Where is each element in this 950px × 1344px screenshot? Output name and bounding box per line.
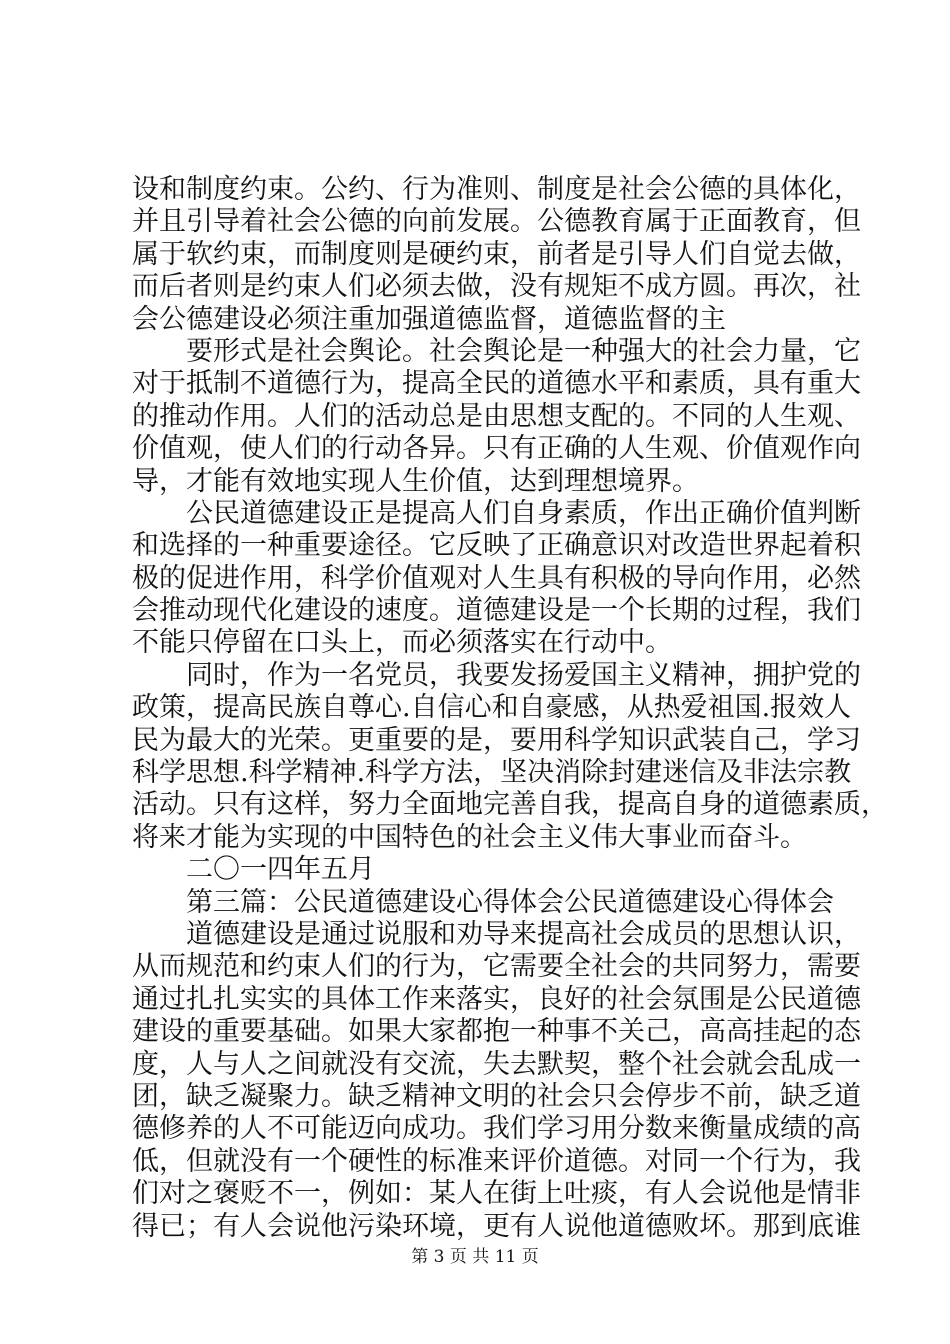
text-line: 价值观，使人们的行动各异。只有正确的人生观、价值观作向 xyxy=(132,433,861,465)
text-line: 同时，作为一名党员，我要发扬爱国主义精神，拥护党的 xyxy=(186,659,861,691)
text-line: 对于抵制不道德行为，提高全民的道德水平和素质，具有重大 xyxy=(132,368,861,400)
text-line: 要形式是社会舆论。社会舆论是一种强大的社会力量，它 xyxy=(186,335,861,367)
text-line: 低，但就没有一个硬性的标准来评价道德。对同一个行为，我 xyxy=(132,1145,861,1177)
text-line: 会推动现代化建设的速度。道德建设是一个长期的过程，我们 xyxy=(132,595,861,627)
text-line: 活动。只有这样，努力全面地完善自我，提高自身的道德素质， xyxy=(132,789,888,821)
text-line: 并且引导着社会公德的向前发展。公德教育属于正面教育，但 xyxy=(132,206,861,238)
text-line: 通过扎扎实实的具体工作来落实，良好的社会氛围是公民道德 xyxy=(132,983,861,1015)
text-line: 和选择的一种重要途径。它反映了正确意识对改造世界起着积 xyxy=(132,530,861,562)
text-line: 二〇一四年五月 xyxy=(186,854,375,886)
text-line: 民为最大的光荣。更重要的是，要用科学知识武装自己，学习 xyxy=(132,724,861,756)
page-footer: 第 3 页 共 11 页 xyxy=(411,1247,539,1267)
text-line: 导，才能有效地实现人生价值，达到理想境界。 xyxy=(132,465,699,497)
text-line: 公民道德建设正是提高人们自身素质，作出正确价值判断 xyxy=(186,497,861,529)
text-line: 科学思想.科学精神.科学方法，坚决消除封建迷信及非法宗教 xyxy=(132,757,852,789)
text-line: 第三篇：公民道德建设心得体会公民道德建设心得体会 xyxy=(186,886,834,918)
text-line: 极的促进作用，科学价值观对人生具有积极的导向作用，必然 xyxy=(132,562,861,594)
text-line: 团，缺乏凝聚力。缺乏精神文明的社会只会停步不前，缺乏道 xyxy=(132,1080,861,1112)
text-line: 而后者则是约束人们必须去做，没有规矩不成方圆。再次，社 xyxy=(132,271,861,303)
text-line: 的推动作用。人们的活动总是由思想支配的。不同的人生观、 xyxy=(132,400,861,432)
document-body xyxy=(132,174,888,1243)
text-line: 从而规范和约束人们的行为，它需要全社会的共同努力，需要 xyxy=(132,951,861,983)
text-line: 得已；有人会说他污染环境，更有人说他道德败坏。那到底谁 xyxy=(132,1210,861,1242)
text-line: 建设的重要基础。如果大家都抱一种事不关己，高高挂起的态 xyxy=(132,1016,861,1048)
text-line: 度，人与人之间就没有交流，失去默契，整个社会就会乱成一 xyxy=(132,1048,861,1080)
text-line: 不能只停留在口头上，而必须落实在行动中。 xyxy=(132,627,672,659)
text-line: 属于软约束，而制度则是硬约束，前者是引导人们自觉去做， xyxy=(132,238,861,270)
text-line: 设和制度约束。公约、行为准则、制度是社会公德的具体化， xyxy=(132,174,861,205)
text-line: 会公德建设必须注重加强道德监督，道德监督的主 xyxy=(132,303,726,335)
text-line: 们对之褒贬不一，例如：某人在街上吐痰，有人会说他是情非 xyxy=(132,1178,861,1210)
text-line: 道德建设是通过说服和劝导来提高社会成员的思想认识， xyxy=(186,918,861,950)
text-line: 政策，提高民族自尊心.自信心和自豪感，从热爱祖国.报效人 xyxy=(132,692,852,724)
text-line: 德修养的人不可能迈向成功。我们学习用分数来衡量成绩的高 xyxy=(132,1113,861,1145)
text-line: 将来才能为实现的中国特色的社会主义伟大事业而奋斗。 xyxy=(132,821,807,853)
